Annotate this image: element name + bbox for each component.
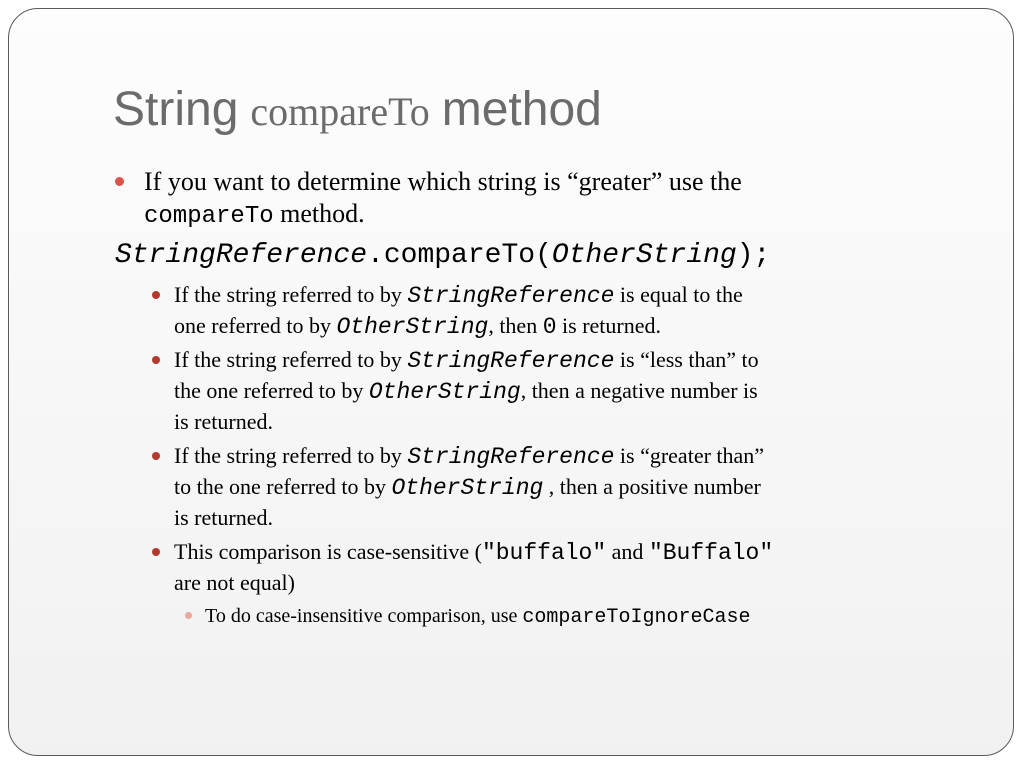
syntax-line [115,240,770,271]
title-part-compareto: compareTo [250,89,430,134]
bullet-text: , then [488,313,543,338]
bullet-text: method. [273,199,365,228]
bullet-dot-level3 [185,612,192,619]
code-buffalo-upper: "Buffalo" [648,540,774,566]
bullet-dot-level2 [152,452,160,460]
bullet-text: to the one referred to by [174,474,392,499]
title-part-method: method [441,83,602,136]
bullet-text: This comparison is case-sensitive ( [174,539,482,564]
bullet-text: If you want to determine which string is “greater” use the [144,167,742,196]
subbullet-equal [174,280,974,342]
subbullet-less-than [174,345,974,437]
code-otherstring: OtherString [336,314,489,340]
bullet-text: and [606,539,649,564]
subbullet-case-sensitive [174,537,974,598]
subbullet-greater-than [174,441,974,533]
syntax-method: .compareTo( [367,240,552,271]
code-stringreference: StringReference [407,444,615,470]
slide-title [113,82,602,137]
bullet-dot-level2 [152,548,160,556]
code-otherstring: OtherString [391,475,544,501]
code-stringreference: StringReference [407,283,615,309]
bullet-text: one referred to by [174,313,337,338]
bullet-text: If the string referred to by [174,282,408,307]
code-compareto: compareTo [144,203,274,230]
syntax-ref: StringReference [115,240,368,271]
bullet-text: , then a negative number is [520,378,758,403]
code-buffalo-lower: "buffalo" [481,540,607,566]
bullet-text: , then a positive number [543,474,761,499]
subsubbullet-ignore-case [205,603,985,631]
syntax-arg: OtherString [551,240,737,271]
bullet-dot-level2 [152,356,160,364]
bullet-text: is returned. [174,409,273,434]
code-stringreference: StringReference [407,348,615,374]
bullet-compareto-intro [144,166,904,233]
bullet-text: is returned. [174,505,273,530]
bullet-text: is “greater than” [614,443,765,468]
bullet-text: If the string referred to by [174,443,408,468]
bullet-text: are not equal) [174,570,295,595]
title-part-string: String [113,83,239,136]
code-comparetoignorecase: compareToIgnoreCase [522,606,751,629]
syntax-end: ); [736,240,771,271]
code-otherstring: OtherString [368,379,521,405]
bullet-text: To do case-insensitive comparison, use [205,605,523,627]
bullet-dot-level2 [152,291,160,299]
code-zero: 0 [542,314,557,340]
bullet-text: is equal to the [614,282,743,307]
bullet-text: the one referred to by [174,378,369,403]
bullet-text: If the string referred to by [174,347,408,372]
bullet-dot-level1 [115,177,124,186]
bullet-text: is “less than” to [614,347,759,372]
bullet-text: is returned. [556,313,661,338]
